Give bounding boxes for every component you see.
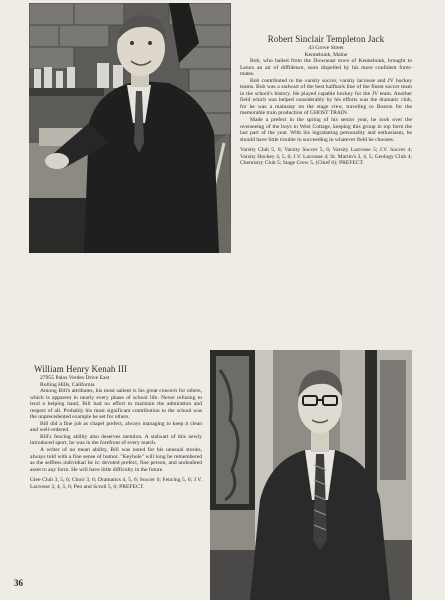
address-line: Rolling Hills, California: [40, 381, 95, 388]
entry-william-kenah: [30, 364, 202, 490]
student-name: William Henry Kenah III: [34, 364, 128, 374]
student-photo-robert-jack: [29, 3, 231, 253]
student-name: Robert Sinclair Templeton Jack: [267, 34, 385, 44]
address-line: 27955 Palos Verdes Drive East: [40, 375, 110, 381]
bio-paragraph: Bill's fencing ability also deserves mention. A stalwart of this newly introduced sport, he was in the forefront of every match.: [30, 433, 202, 447]
bio-paragraph: Bill did a fine job as chapel prefect, always managing to keep it clean and well-ordered.: [30, 420, 202, 434]
page-number: 36: [14, 578, 23, 588]
address-line: Kennebunk, Maine: [304, 51, 348, 58]
student-photo-william-kenah: [210, 350, 412, 600]
bio-paragraph: Bob, who hailed from the Downeast town of Kennebunk, brought to Lenox an air of diffidence, soon dispelled by his more confident form-mates.: [240, 58, 412, 78]
entry-robert-jack: [240, 34, 412, 167]
bio-paragraph: A writer of no mean ability, Bill was noted for his unusual stories, always told with a fine sense of humor. "Keyhole" will long be remembered as the selfless individual he is: devoted prefect, fine person, and undoubted asset to any form. He will have little difficulty in the future.: [30, 447, 202, 473]
activities-list: Varsity Club 5, 6; Varsity Soccer 5, 6; Varsity Lacrosse 5; J.V. Soccer 4; Varsity Hockey 4, 5, 6; J.V. Lacrosse 4; St. Martin's 3, 4, 5; Geology Club 4; Chemistry Club 5; Stage Crew 5, (Chief 6); PREFECT.: [240, 147, 412, 167]
bio-paragraph: Bob contributed to the varsity soccer, varsity lacrosse and JV hockey teams. Bob was a stalwart of the best halfback line of the finest soccer team in the school's history. He played capable hockey for the JV team. Another field which was helped considerably by his efforts was the dramatic club, for he was a mainstay on the stage crew, traveling to Boston for the memorable train production of GHOST TRAIN.: [240, 77, 412, 117]
bio-paragraph: Made a prefect in the spring of his senior year, he took over the overseeing of the boys in West Cottage, keeping this group in top form the last part of the year. With his ingratiating personality and enthusiasm, he should have little trouble in succeeding in whatever field he chooses.: [240, 117, 412, 143]
address-line: 43 Grove Street: [308, 45, 344, 51]
bio-paragraph: Among Bill's attributes, his most salient is his great concern for others, which is apparent in nearly every phase of school life. Never refusing to lend a helping hand, Bill had no effort to maintain the admiration and respect of all. Probably his most significant contribution to the school was the unprecedented example he set for others.: [30, 388, 202, 421]
activities-list: Glee Club 3, 5, 6; Choir 3, 6; Dramatics 4, 5, 6; Soccer 6; Fencing 5, 6; J.V. Lacrosse 3, 4, 5, 6; Pen and Scroll 5, 6; PREFECT.: [30, 477, 202, 490]
